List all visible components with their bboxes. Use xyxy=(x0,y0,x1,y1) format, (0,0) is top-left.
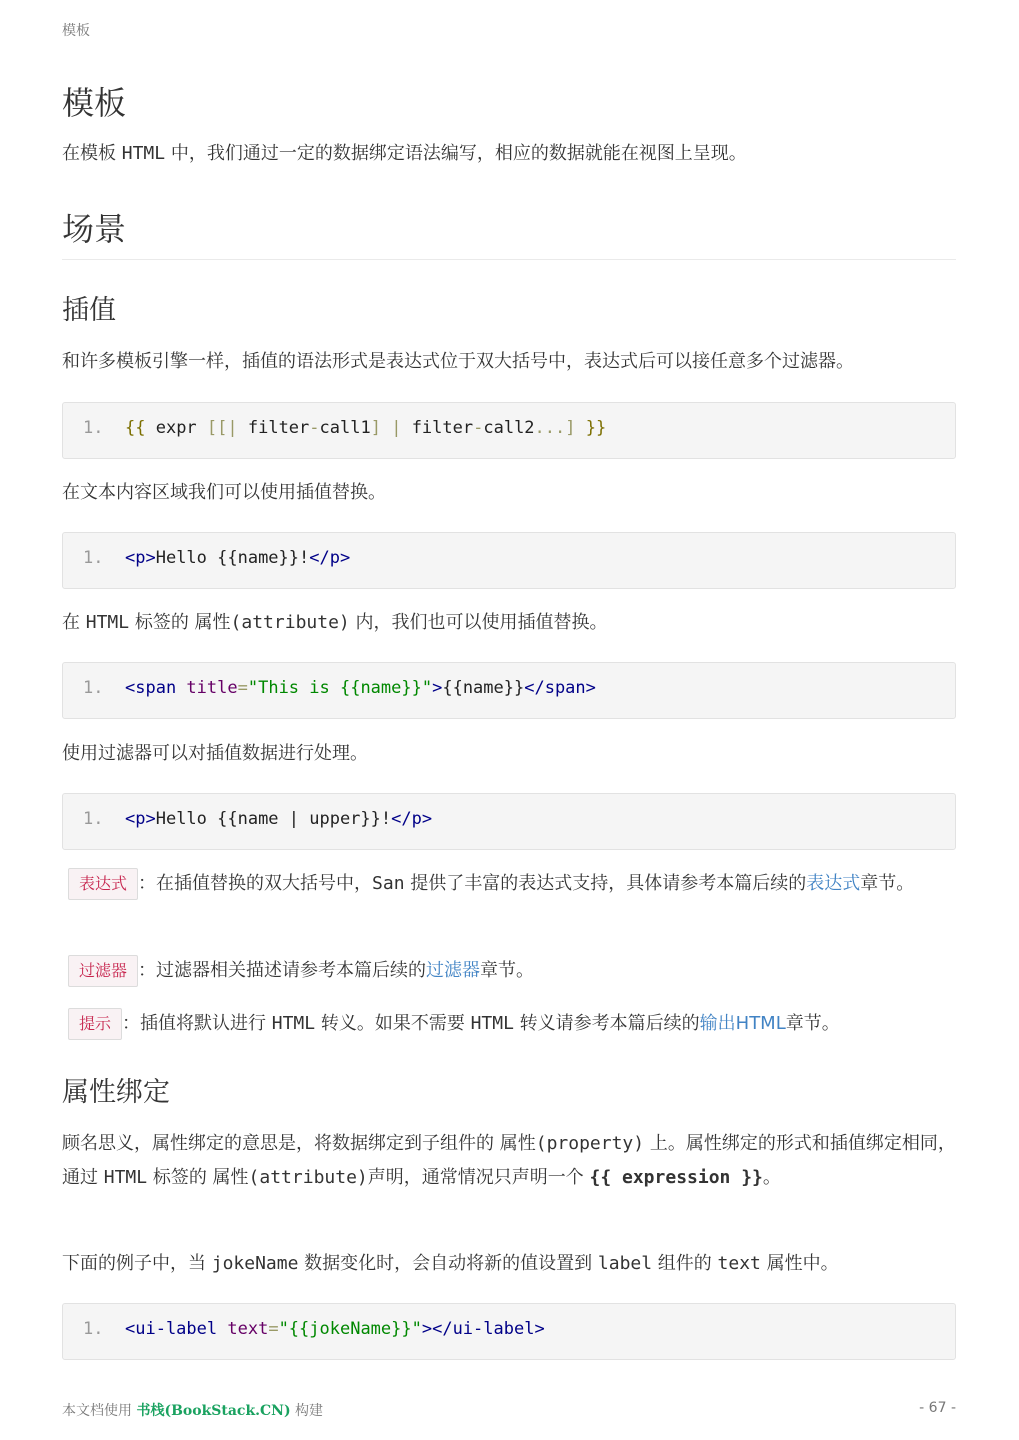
footer-prefix: 本文档使用 xyxy=(62,1403,137,1419)
line-number: 1. xyxy=(83,1319,104,1339)
page-title: 模板 xyxy=(62,84,127,122)
code-token: "{{jokeName}}" xyxy=(278,1319,422,1339)
text: ：插值将默认进行 xyxy=(122,1013,272,1034)
code-token: ...] xyxy=(534,418,576,438)
code-token: - xyxy=(473,418,484,438)
text: 上。属性绑定的形式和插值绑定相同，通过 xyxy=(62,1133,956,1188)
inline-code: jokeName xyxy=(211,1253,299,1274)
output-html-link[interactable]: 输出HTML xyxy=(699,1013,786,1034)
text: 声明，通常情况只声明一个 xyxy=(367,1167,590,1188)
inline-code: (attribute) xyxy=(248,1167,368,1188)
code-token: Hello {{name}}! xyxy=(155,548,310,568)
code-token: <span xyxy=(125,678,177,698)
code-line xyxy=(125,809,432,829)
note-filter xyxy=(62,954,956,988)
label-badge: 过滤器 xyxy=(68,955,138,987)
code-token: filter xyxy=(411,418,474,438)
code-token: </span> xyxy=(524,678,596,698)
code-token: filter xyxy=(237,418,310,438)
code-token: - xyxy=(309,418,320,438)
code-token: expr xyxy=(145,418,207,438)
code-token: ] xyxy=(370,418,381,438)
inline-code: San xyxy=(372,873,405,894)
inline-code: HTML xyxy=(271,1013,316,1034)
code-block-text-interpolation xyxy=(62,532,956,589)
page-number: - 67 - xyxy=(919,1400,956,1416)
note-tip xyxy=(62,1007,956,1041)
text: 提供了丰富的表达式支持，具体请参考本篇后续的 xyxy=(404,873,807,894)
code-token: }} xyxy=(575,418,607,438)
code-token: {{ xyxy=(125,418,146,438)
line-number: 1. xyxy=(83,809,104,829)
text: 章节。 xyxy=(785,1013,840,1034)
attribute-paragraph xyxy=(62,606,956,640)
filter-link[interactable]: 过滤器 xyxy=(426,960,481,981)
text: 转义。如果不需要 xyxy=(315,1013,471,1034)
inline-code: text xyxy=(717,1253,761,1274)
inline-code: label xyxy=(597,1253,653,1274)
inline-code-bold: {{ expression }} xyxy=(589,1167,763,1188)
code-token: <p> xyxy=(125,548,156,568)
code-token: call1 xyxy=(319,418,371,438)
example-paragraph xyxy=(62,1247,956,1281)
label-badge: 表达式 xyxy=(68,868,138,900)
code-token: ></ui-label> xyxy=(421,1319,545,1339)
interpolation-paragraph: 和许多模板引擎一样，插值的语法形式是表达式位于双大括号中，表达式后可以接任意多个过滤器。 xyxy=(62,351,854,372)
text: ：在插值替换的双大括号中， xyxy=(138,873,373,894)
code-token: > xyxy=(432,678,443,698)
code-token: text xyxy=(217,1319,269,1339)
footer-credit xyxy=(62,1400,323,1420)
code-token: </p> xyxy=(309,548,351,568)
code-token: Hello {{name | upper}}! xyxy=(155,809,392,829)
binding-paragraph xyxy=(62,1127,956,1195)
inline-code: HTML xyxy=(103,1167,148,1188)
section-heading-scene: 场景 xyxy=(62,210,127,248)
expression-link[interactable]: 表达式 xyxy=(806,873,861,894)
text: 组件的 xyxy=(652,1253,718,1274)
code-block-property-binding xyxy=(62,1303,956,1360)
filter-paragraph: 使用过滤器可以对插值数据进行处理。 xyxy=(62,743,368,764)
code-token: title xyxy=(176,678,238,698)
text: 标签的 属性 xyxy=(129,612,231,633)
text: 标签的 属性 xyxy=(147,1167,249,1188)
text: 章节。 xyxy=(480,960,535,981)
text: 转义请参考本篇后续的 xyxy=(513,1013,700,1034)
code-token: = xyxy=(268,1319,279,1339)
code-line xyxy=(125,418,606,438)
text: 在 xyxy=(62,612,86,633)
line-number: 1. xyxy=(83,548,104,568)
text: 。 xyxy=(762,1167,781,1188)
code-token: "This is {{name}}" xyxy=(247,678,433,698)
text: 属性中。 xyxy=(760,1253,839,1274)
text: 数据变化时，会自动将新的值设置到 xyxy=(298,1253,598,1274)
subheading-interpolation: 插值 xyxy=(62,295,116,326)
code-token: <ui-label xyxy=(125,1319,218,1339)
inline-code: HTML xyxy=(85,612,130,633)
intro-text-b: 中，我们通过一定的数据绑定语法编写，相应的数据就能在视图上呈现。 xyxy=(165,143,747,164)
text: 章节。 xyxy=(860,873,915,894)
code-block-attribute-interpolation xyxy=(62,662,956,719)
intro-code-html: HTML xyxy=(121,143,166,164)
text: ：过滤器相关描述请参考本篇后续的 xyxy=(138,960,427,981)
intro-text-a: 在模板 xyxy=(62,143,122,164)
text: 内，我们也可以使用插值替换。 xyxy=(349,612,608,633)
text: 顾名思义，属性绑定的意思是，将数据绑定到子组件的 属性 xyxy=(62,1133,536,1154)
code-block-interpolation-syntax xyxy=(62,402,956,459)
code-line xyxy=(125,548,350,568)
note-expression xyxy=(62,867,956,901)
inline-code: (attribute) xyxy=(230,612,350,633)
inline-code: HTML xyxy=(470,1013,514,1034)
code-token: <p> xyxy=(125,809,156,829)
line-number: 1. xyxy=(83,418,104,438)
text: 下面的例子中，当 xyxy=(62,1253,212,1274)
running-header: 模板 xyxy=(62,23,90,39)
code-token: call2 xyxy=(483,418,535,438)
code-token: </p> xyxy=(391,809,433,829)
inline-code: (property) xyxy=(535,1133,645,1154)
code-token: [[| xyxy=(206,418,238,438)
heading-divider xyxy=(62,259,956,260)
code-line xyxy=(125,1319,545,1339)
text-area-paragraph: 在文本内容区域我们可以使用插值替换。 xyxy=(62,482,386,503)
label-badge: 提示 xyxy=(68,1008,122,1040)
code-token: = xyxy=(237,678,248,698)
line-number: 1. xyxy=(83,678,104,698)
subheading-property-binding: 属性绑定 xyxy=(62,1077,170,1108)
code-line xyxy=(125,678,596,698)
code-block-filter xyxy=(62,793,956,850)
code-token: | xyxy=(380,418,412,438)
code-token: {{name}} xyxy=(442,678,525,698)
footer-brand-link[interactable]: 书栈(BookStack.CN) xyxy=(136,1403,291,1419)
footer-suffix: 构建 xyxy=(290,1403,324,1419)
intro-paragraph xyxy=(62,137,956,171)
